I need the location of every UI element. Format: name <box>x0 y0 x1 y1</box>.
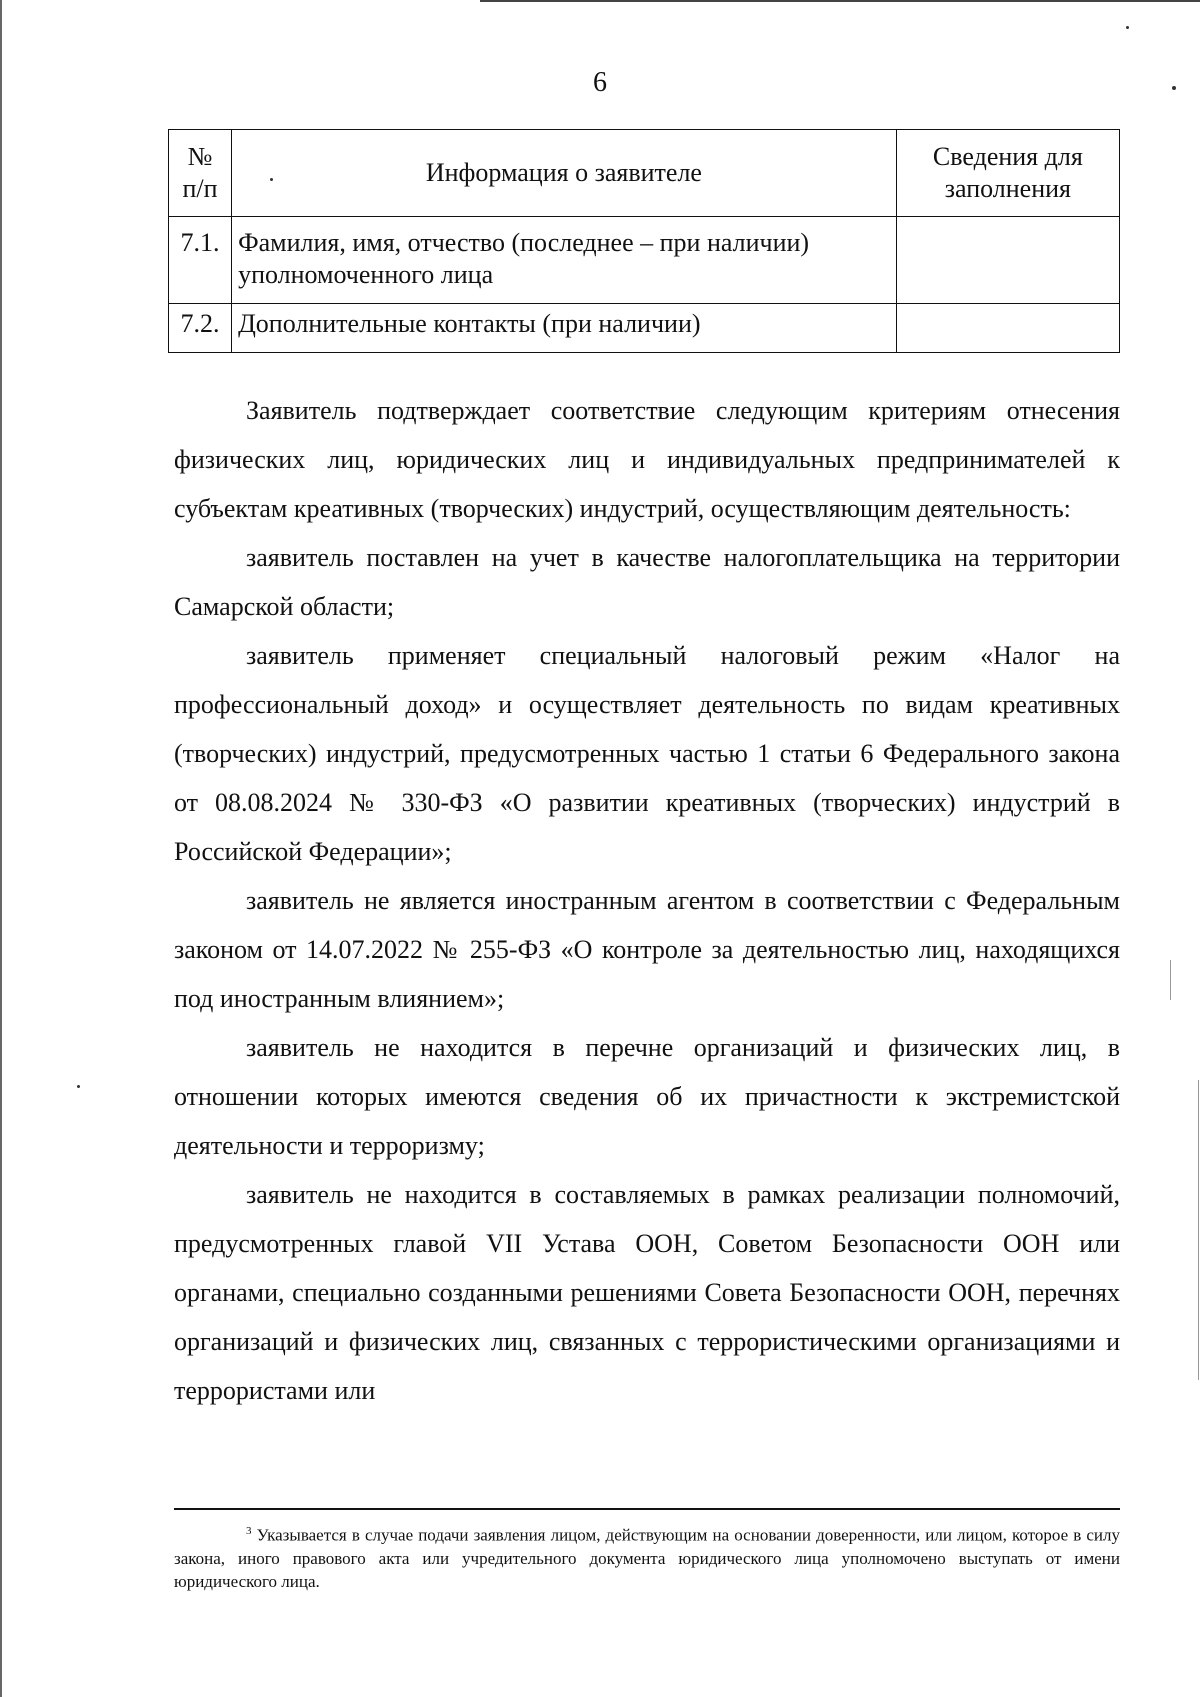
row-info <box>232 217 897 304</box>
row-info-line: Фамилия, имя, отчество (последнее – при наличии) <box>238 228 810 257</box>
paragraph: заявитель не находится в составляемых в рамках реализации полномочий, предусмотренных главой VII Устава ООН, Советом Безопасности ООН или органами, специально созданными решениями Совета Безопасности ООН, перечнях организаций и физических лиц, связанных с террористическими организациями и террористами или <box>174 1180 1120 1405</box>
applicant-info-table <box>168 129 1120 353</box>
header-fill-line2: заполнения <box>944 174 1071 203</box>
paragraph: заявитель поставлен на учет в качестве налогоплательщика на территории Самарской области; <box>174 543 1120 621</box>
paragraph: заявитель не находится в перечне организаций и физических лиц, в отношении которых имеются сведения об их причастности к экстремистской деятельности и терроризму; <box>174 1033 1120 1160</box>
scan-edge-left <box>0 0 2 1697</box>
row-info <box>232 304 897 353</box>
paragraph: Заявитель подтверждает соответствие следующим критериям отнесения физических лиц, юридических лиц и индивидуальных предпринимателей к субъектам креативных (творческих) индустрий, осуществляющим деятельность: <box>174 396 1120 523</box>
row-number: 7.1. <box>169 217 232 304</box>
body-text <box>174 386 1120 1415</box>
row-info-line: Дополнительные контакты (при наличии) <box>238 309 701 338</box>
paragraph: заявитель не является иностранным агентом в соответствии с Федеральным законом от 14.07.2022 № 255-ФЗ «О контроле за деятельностью лиц, находящихся под иностранным влиянием»; <box>174 886 1120 1013</box>
header-num-line2: п/п <box>182 174 218 203</box>
header-fill <box>896 130 1119 217</box>
scan-edge-top <box>480 0 1200 2</box>
row-number: 7.2. <box>169 304 232 353</box>
paragraph: заявитель применяет специальный налоговый режим «Налог на профессиональный доход» и осуществляет деятельность по видам креативных (творческих) индустрий, предусмотренных частью 1 статьи 6 Федерального закона от 08.08.2024 № 330-ФЗ «О развитии креативных (творческих) индустрий в Российской Федерации»; <box>174 641 1120 866</box>
header-num-line1: № <box>187 142 213 171</box>
table-row <box>169 304 1120 353</box>
footnote-divider <box>174 1508 1120 1510</box>
scan-mark <box>1170 960 1171 1000</box>
row-fill-cell[interactable] <box>896 304 1119 353</box>
table-row <box>169 217 1120 304</box>
page-number: 6 <box>593 67 607 98</box>
row-info-line: уполномоченного лица <box>238 260 494 289</box>
scan-speck <box>1126 26 1129 29</box>
footnote-text: Указывается в случае подачи заявления лицом, действующим на основании доверенности, или лицом, которое в силу закона, иного правового акта или учредительного документа юридического лица уполномочено выступать от имени юридического лица. <box>174 1525 1120 1591</box>
header-fill-line1: Сведения для <box>932 142 1083 171</box>
table-header-row <box>169 130 1120 217</box>
scan-mark <box>1198 1080 1199 1380</box>
header-num <box>169 130 232 217</box>
footnote <box>174 1520 1120 1593</box>
row-fill-cell[interactable] <box>896 217 1119 304</box>
scan-speck <box>77 1085 80 1088</box>
header-info: Информация о заявителе <box>232 130 897 217</box>
footnote-marker: 3 <box>246 1525 252 1537</box>
